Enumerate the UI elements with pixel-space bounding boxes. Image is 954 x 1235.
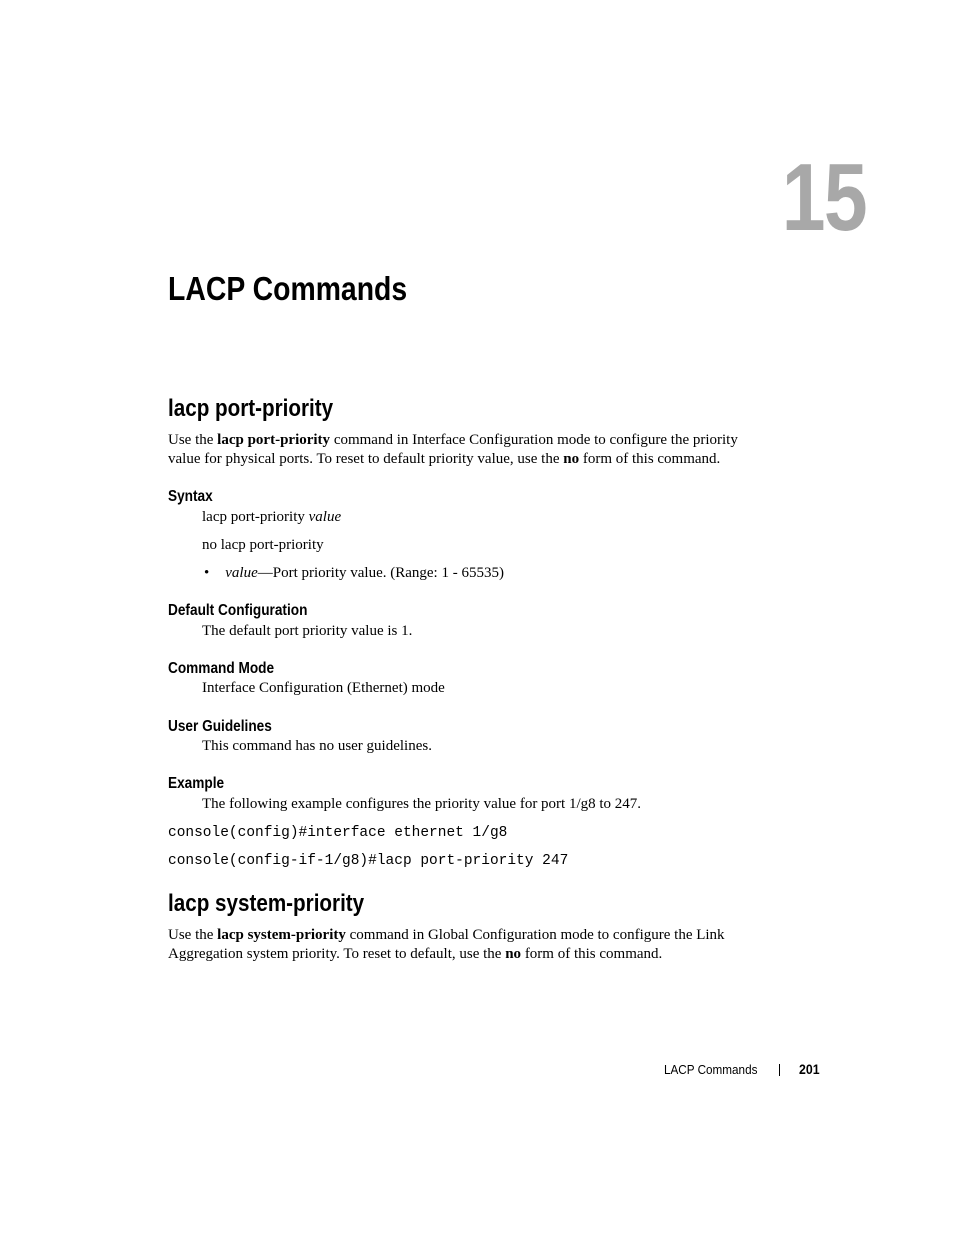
page-number: 201 [799,1061,820,1077]
syntax-line-2: no lacp port-priority [202,537,324,553]
bullet-icon: • [204,565,210,581]
command-mode-text: Interface Configuration (Ethernet) mode [202,680,445,696]
example-text: The following example configures the priority value for port 1/g8 to 247. [202,796,642,812]
section-title-system-priority: lacp system-priority [168,890,365,917]
example-heading: Example [168,775,225,792]
command-name: lacp port-priority [217,432,331,448]
chapter-title: LACP Commands [168,270,408,307]
no-keyword: no [563,451,580,467]
code-line: console(config)#interface ethernet 1/g8 [168,825,508,841]
section-description-system-priority: Use the lacp system-priority command in Global Configuration mode to configure the Link Aggregation system priority. To reset to default, use the no form of this command. [168,927,725,962]
footer-divider [779,1064,780,1076]
code-line: console(config-if-1/g8)#lacp port-priority 247 [168,853,569,869]
user-guidelines-text: This command has no user guidelines. [202,738,432,754]
section-title-port-priority: lacp port-priority [168,395,334,422]
no-keyword: no [505,946,522,962]
default-configuration-text: The default port priority value is 1. [202,623,413,639]
syntax-parameter-item: • value—Port priority value. (Range: 1 - 65535) [204,565,504,581]
command-mode-heading: Command Mode [168,660,275,677]
footer-chapter-label: LACP Commands [664,1062,758,1077]
user-guidelines-heading: User Guidelines [168,718,272,735]
default-configuration-heading: Default Configuration [168,602,308,619]
section-description-port-priority: Use the lacp port-priority command in Interface Configuration mode to configure the priority value for physical ports. To reset to default priority value, use the no form of this command. [168,432,738,467]
chapter-number: 15 [781,144,866,251]
syntax-line-1: lacp port-priority value [202,509,342,525]
syntax-heading: Syntax [168,488,213,505]
command-name: lacp system-priority [217,927,346,943]
